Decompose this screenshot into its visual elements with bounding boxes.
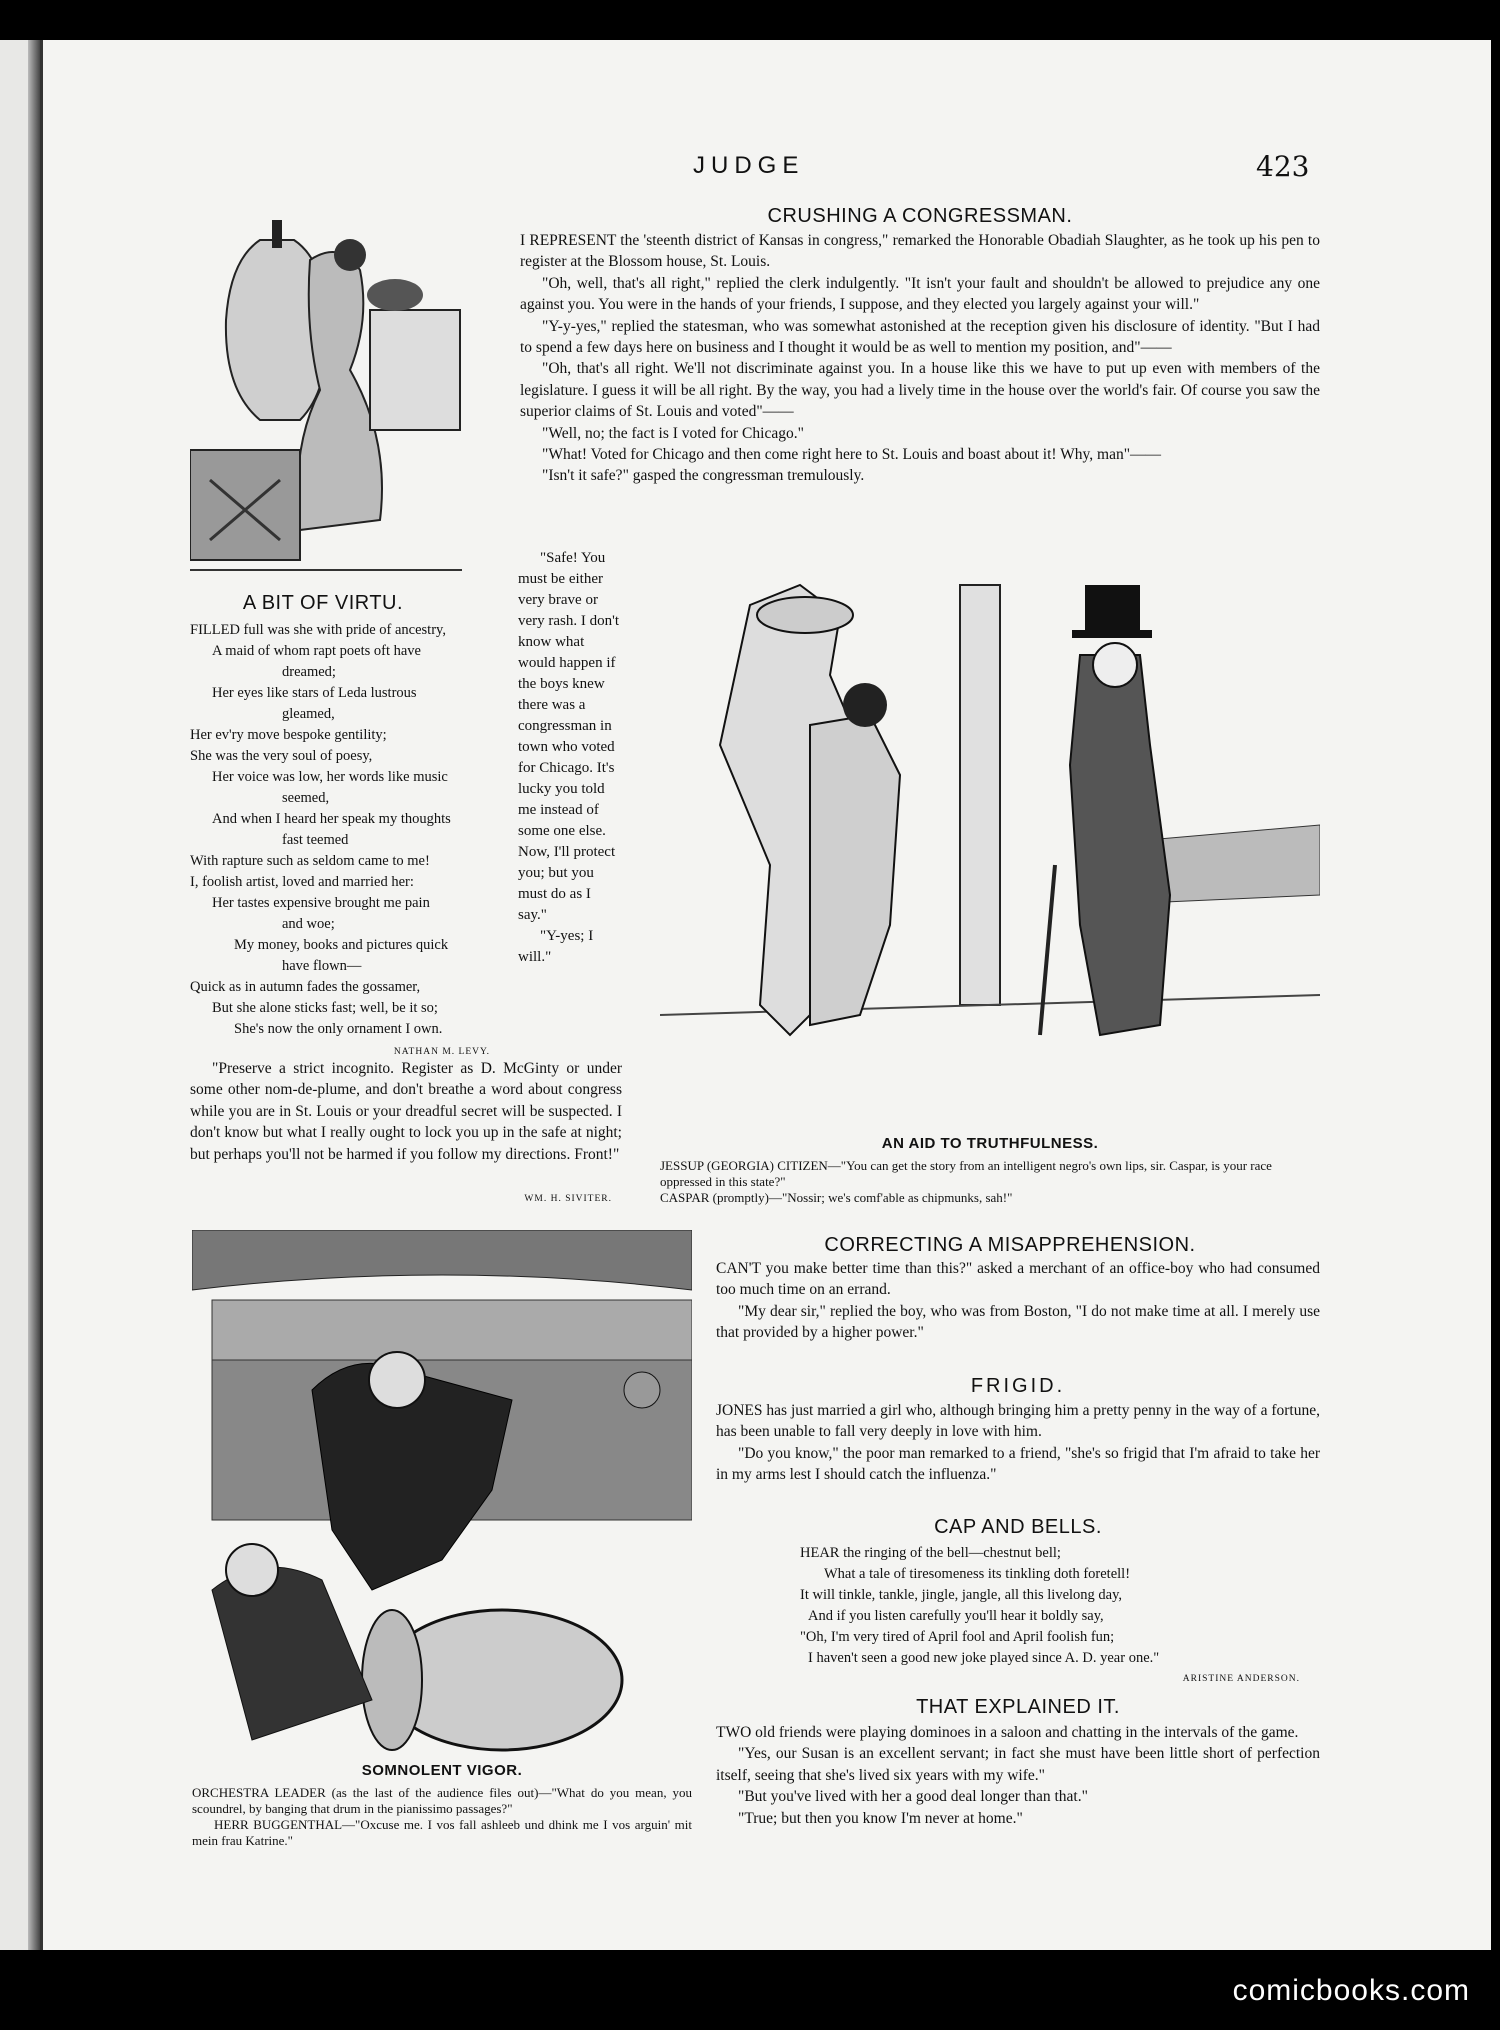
paragraph: "Y-yes; I will."	[518, 928, 594, 965]
paragraph: "But you've lived with her a good deal longer than that."	[738, 1788, 1088, 1806]
crushing-title: CRUSHING A CONGRESSMAN.	[767, 205, 1073, 227]
poem-line: A maid of whom rapt poets oft have	[212, 643, 421, 659]
paragraph: "My dear sir," replied the boy, who was from Boston, "I do not make time at all. I merely use that provided by a higher power."	[716, 1302, 1320, 1342]
somnolent-title: SOMNOLENT VIGOR.	[361, 1762, 523, 1779]
virtu-title: A BIT OF VIRTU.	[242, 592, 404, 614]
poem-line: I haven't seen a good new joke played since A. D. year one."	[808, 1650, 1160, 1666]
correcting-body	[716, 1258, 1320, 1344]
watermark: comicbooks.com	[1232, 1974, 1470, 2007]
lady-with-vase-illustration	[190, 200, 462, 578]
aid-caption	[660, 1158, 1320, 1206]
binding-shadow	[28, 40, 40, 1950]
paragraph: "Oh, well, that's all right," replied the clerk indulgently. "It isn't your fault and shouldn't be allowed to prejudice any one against you. You were in the hands of your friends, I suppose, and they elected you largely against your will."	[520, 274, 1320, 314]
poem-line: dreamed;	[282, 664, 336, 680]
paragraph: TWO old friends were playing dominoes in a saloon and chatting in the intervals of the game.	[716, 1724, 1299, 1741]
cap-byline: ARISTINE ANDERSON.	[1182, 1674, 1300, 1684]
crushing-narrow-column	[518, 548, 622, 968]
aid-to-truthfulness-illustration	[660, 565, 1320, 1125]
poem-line: have flown—	[282, 958, 362, 974]
virtu-poem	[190, 620, 500, 1063]
crushing-byline: WM. H. SIVITER.	[524, 1194, 612, 1204]
poem-line: Her eyes like stars of Leda lustrous	[212, 685, 417, 701]
poem-line: What a tale of tiresomeness its tinkling doth foretell!	[824, 1566, 1131, 1582]
caption-line: HERR BUGGENTHAL—"Oxcuse me. I vos fall ashleeb und dhink me I vos arguin' mit mein frau Katrine."	[192, 1817, 692, 1848]
correcting-title: CORRECTING A MISAPPREHENSION.	[824, 1234, 1196, 1256]
explained-title: THAT EXPLAINED IT.	[916, 1696, 1120, 1718]
frigid-body	[716, 1400, 1320, 1486]
poem-line: With rapture such as seldom came to me!	[190, 853, 430, 869]
paragraph: CAN'T you make better time than this?" asked a merchant of an office-boy who had consumed too much time on an errand.	[716, 1260, 1320, 1299]
crushing-continuation	[190, 1058, 622, 1165]
virtu-byline: NATHAN M. LEVY.	[393, 1047, 490, 1057]
paragraph: "Well, no; the fact is I voted for Chicago."	[542, 424, 804, 442]
caption-line: CASPAR (promptly)—"Nossir; we's comf'able as chipmunks, sah!"	[660, 1190, 1013, 1205]
paragraph: "Y-y-yes," replied the statesman, who was somewhat astonished at the reception given his disclosure of identity. "But I had to spend a few days here on business and I thought it would be as well to mention my position, and"——	[520, 317, 1320, 357]
paragraph: JONES has just married a girl who, although bringing him a pretty penny in the way of a fortune, has been unable to fall very deeply in love with him.	[716, 1402, 1320, 1441]
poem-line: But she alone sticks fast; well, be it so;	[212, 1000, 438, 1016]
paragraph: "Preserve a strict incognito. Register as D. McGinty or under some other nom-de-plume, and don't breathe a word about congress while you are in St. Louis or your dreadful secret will be suspected. I don't know but what I really ought to lock you up in the safe at night; but perhaps you'll not be harmed if you follow my directions. Front!"	[190, 1060, 622, 1163]
poem-line: Her tastes expensive brought me pain	[212, 895, 430, 911]
poem-line: My money, books and pictures quick	[234, 937, 449, 953]
frigid-title: FRIGID.	[970, 1375, 1066, 1397]
poem-line: Quick as in autumn fades the gossamer,	[190, 979, 421, 995]
page-number: 423	[1256, 150, 1310, 183]
poem-line: I, foolish artist, loved and married her:	[190, 874, 414, 890]
poem-line: gleamed,	[282, 706, 335, 722]
aid-title: AN AID TO TRUTHFULNESS.	[881, 1135, 1099, 1152]
crushing-body	[520, 230, 1320, 487]
somnolent-vigor-illustration	[192, 1230, 692, 1760]
explained-body	[716, 1722, 1320, 1829]
poem-line: Her ev'ry move bespoke gentility;	[190, 727, 387, 743]
caption-line: ORCHESTRA LEADER (as the last of the audience files out)—"What do you mean, you scoundrel, by banging that drum in the pianissimo passages?"	[192, 1785, 692, 1816]
caption-line: JESSUP (GEORGIA) CITIZEN—"You can get the story from an intelligent negro's own lips, sir. Caspar, is your race oppressed in this state?"	[660, 1158, 1272, 1189]
paragraph: I REPRESENT the 'steenth district of Kansas in congress," remarked the Honorable Obadiah Slaughter, as he took up his pen to register at the Blossom house, St. Louis.	[520, 232, 1320, 271]
poem-line: and woe;	[282, 916, 335, 932]
paragraph: "Safe! You must be either very brave or very rash. I don't know what would happen if the boys knew there was a congressman in town who voted for Chicago. It's lucky you told me instead of some one else. Now, I'll protect you; but you must do as I say."	[518, 550, 620, 923]
poem-line: fast teemed	[282, 832, 349, 848]
poem-line: And if you listen carefully you'll hear it boldly say,	[808, 1608, 1104, 1624]
cap-title: CAP AND BELLS.	[934, 1516, 1102, 1538]
paragraph: "Yes, our Susan is an excellent servant; in fact she must have been little short of perfection itself, seeing that she's lived six years with my wife."	[716, 1745, 1320, 1784]
paragraph: "True; but then you know I'm never at home."	[738, 1809, 1023, 1827]
masthead: JUDGE	[693, 152, 805, 179]
poem-line: And when I heard her speak my thoughts	[212, 811, 451, 827]
poem-line: seemed,	[282, 790, 330, 806]
poem-line: She was the very soul of poesy,	[190, 748, 373, 764]
poem-line: "Oh, I'm very tired of April fool and April foolish fun;	[800, 1629, 1115, 1645]
poem-line: She's now the only ornament I own.	[234, 1021, 443, 1037]
poem-line: HEAR the ringing of the bell—chestnut bell;	[800, 1545, 1061, 1561]
paragraph: "What! Voted for Chicago and then come right here to St. Louis and boast about it! Why, man"——	[542, 446, 1162, 464]
paragraph: "Oh, that's all right. We'll not discriminate against you. In a house like this we have to put up even with members of the legislature. I guess it will be all right. By the way, you had a lively time in the house over the world's fair. Of course you saw the superior claims of St. Louis and voted"——	[520, 360, 1320, 421]
poem-line: Her voice was low, her words like music	[212, 769, 448, 785]
cap-poem	[800, 1543, 1320, 1690]
somnolent-caption	[192, 1785, 692, 1849]
poem-line: FILLED full was she with pride of ancestry,	[190, 622, 446, 638]
poem-line: It will tinkle, tankle, jingle, jangle, all this livelong day,	[800, 1587, 1123, 1603]
paragraph: "Isn't it safe?" gasped the congressman tremulously.	[542, 467, 865, 485]
paragraph: "Do you know," the poor man remarked to a friend, "she's so frigid that I'm afraid to take her in my arms lest I should catch the influenza."	[716, 1444, 1320, 1484]
